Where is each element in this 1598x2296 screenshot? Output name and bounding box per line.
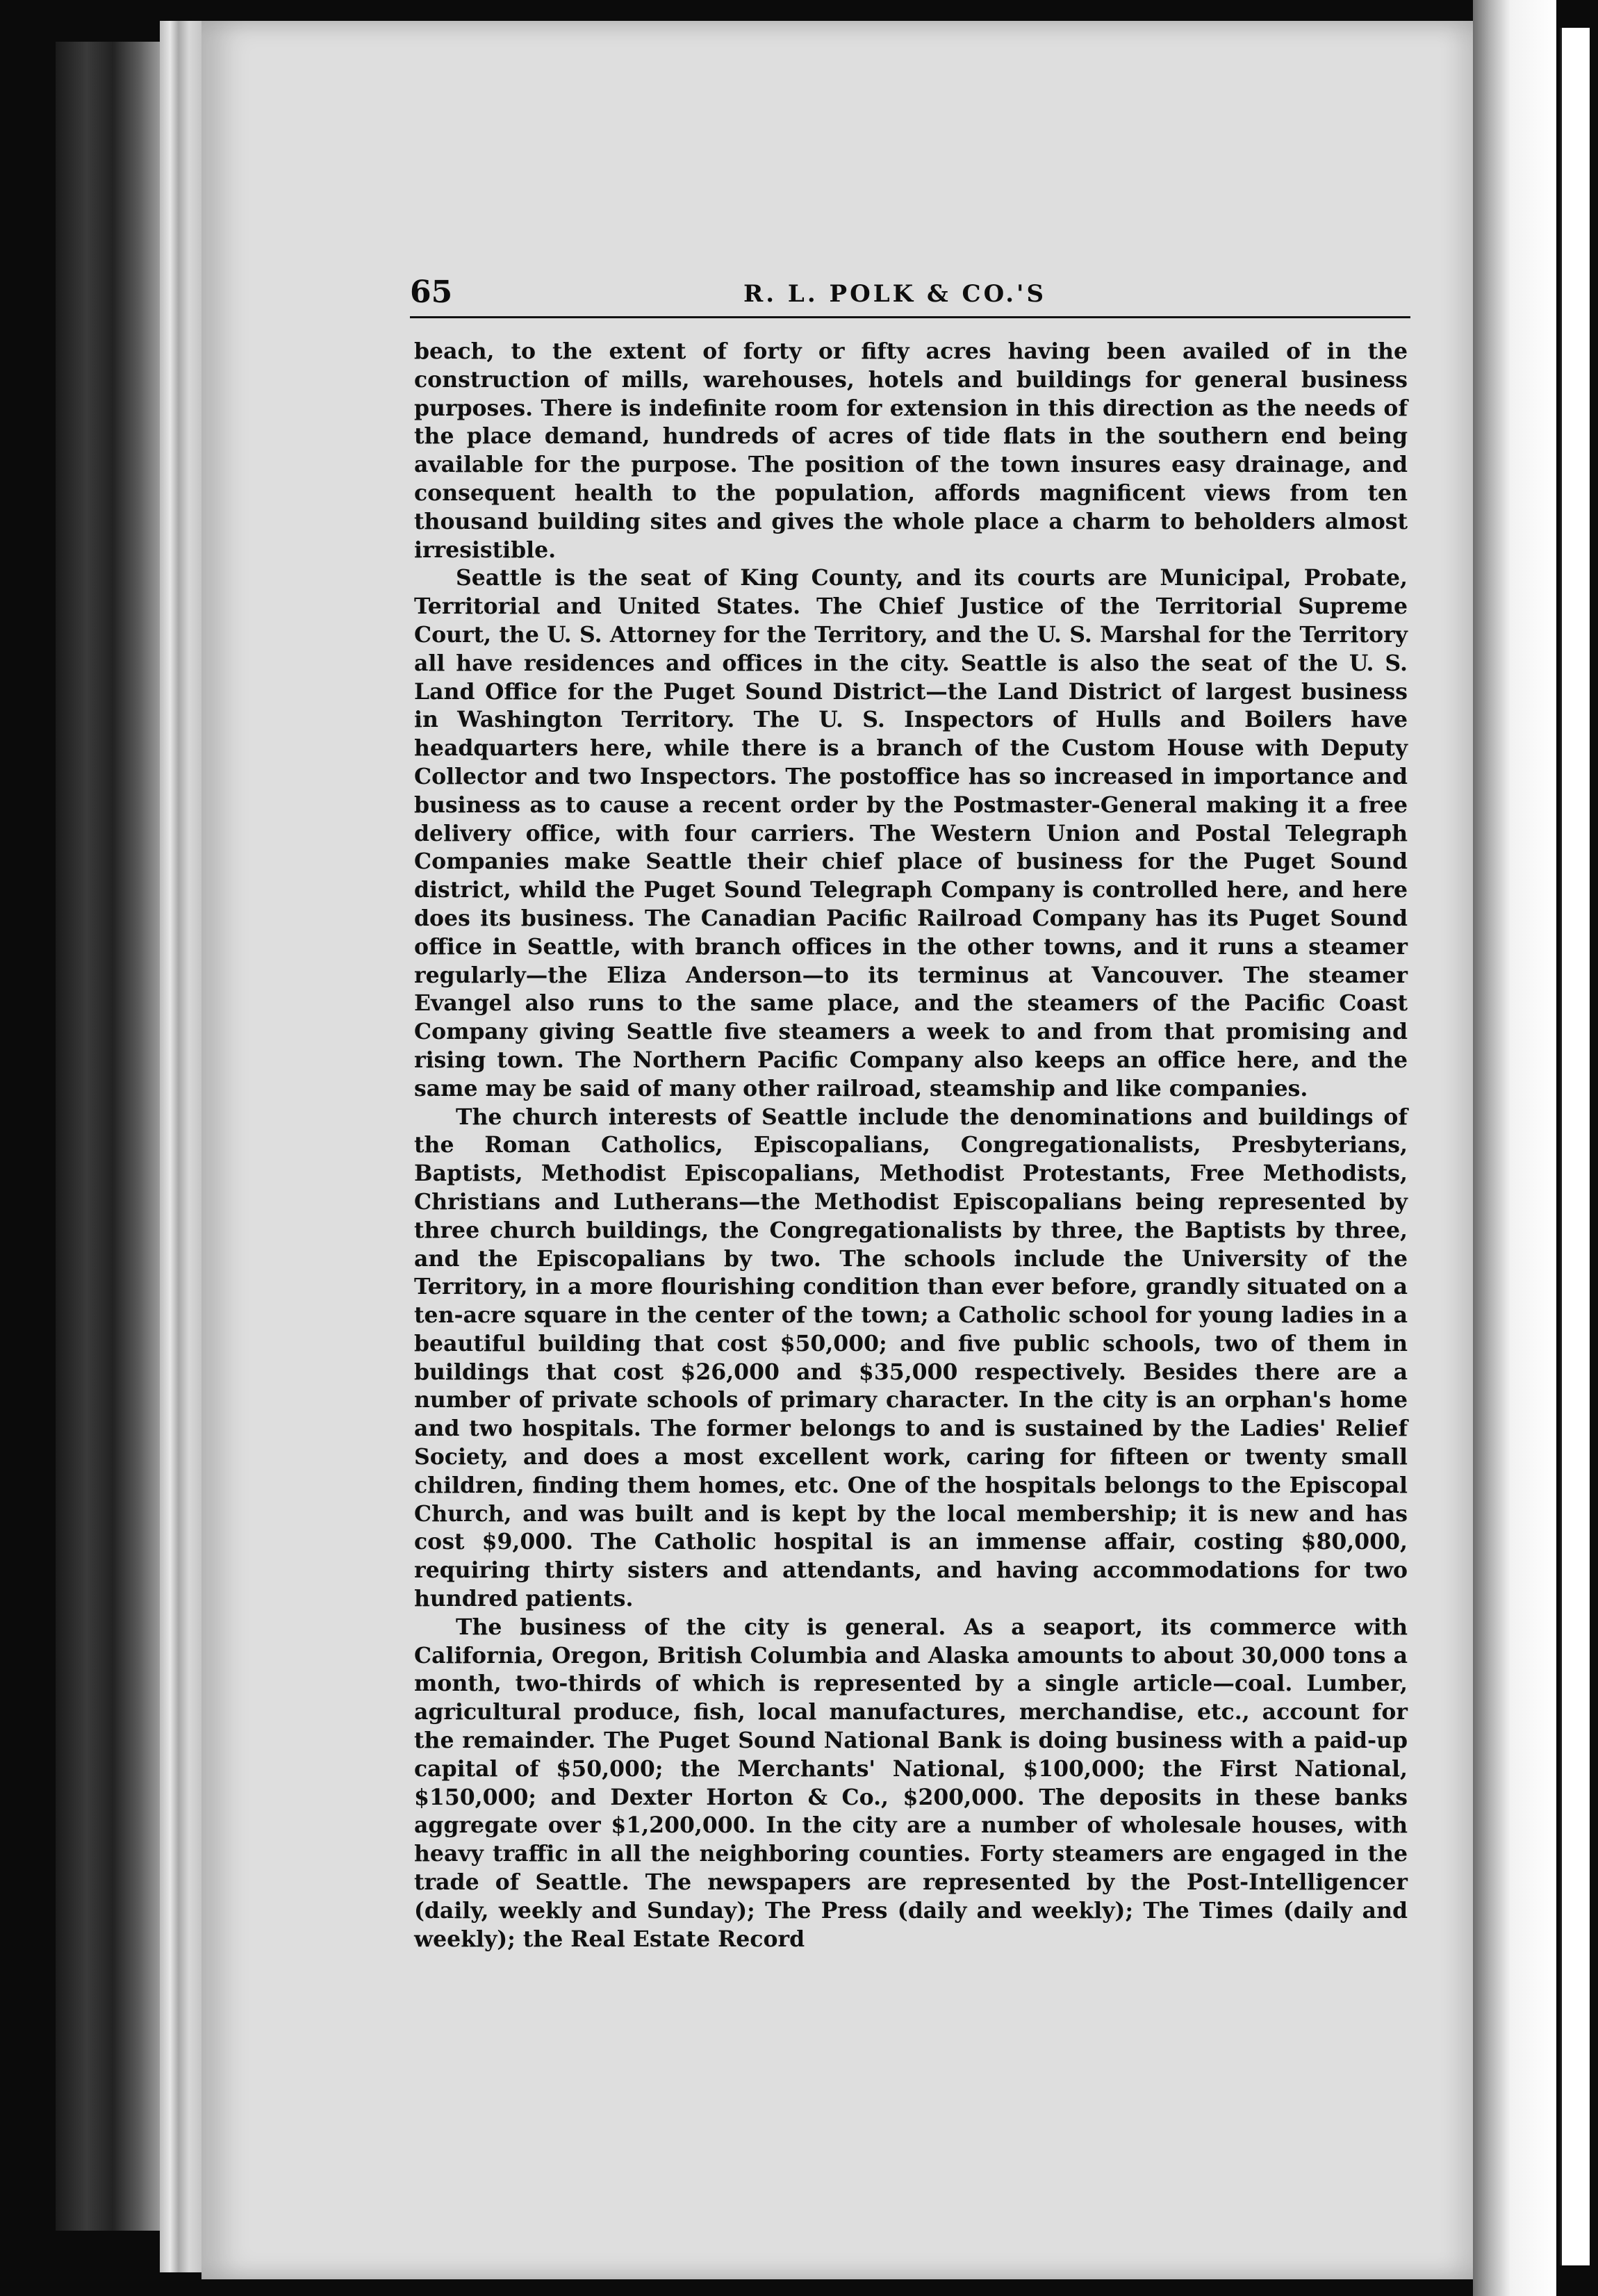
- paragraph: Seattle is the seat of King County, and its courts are Municipal, Probate, Territorial and United States. The Chief Justice of the Territorial Supreme Court, the U. S. Attorney for the Territory, and the U. S. Marshal for the Territory all have residences and offices in the city. Seattle is also the seat of the U. S. Land Office for the Puget Sound District—the Land District of largest business in Washington Territory. The U. S. Inspectors of Hulls and Boilers have headquarters here, while there is a branch of the Custom House with Deputy Collector and two Inspectors. The postoffice has so increased in importance and business as to cause a recent order by the Postmaster-General making it a free delivery office, with four carriers. The Western Union and Postal Telegraph Companies make Seattle their chief place of business for the Puget Sound district, whild the Puget Sound Telegraph Company is controlled here, and here does its business. The Canadian Pacific Railroad Company has its Puget Sound office in Seattle, with branch offices in the other towns, and it runs a steamer regularly—the Eliza Anderson—to its terminus at Vancouver. The steamer Evangel also runs to the same place, and the steamers of the Pacific Coast Company giving Seattle five steamers a week to and from that promising and rising town. The Northern Pacific Company also keeps an office here, and the same may be said of many other railroad, steamship and like companies.: [414, 565, 1408, 1101]
- paragraph: The church interests of Seattle include the denominations and buildings of the Roman Catholics, Episcopalians, Congregationalists, Presbyterians, Baptists, Methodist Episcopalians, Methodist Protestants, Free Methodists, Christians and Lutherans—the Methodist Episcopalians being represented by three church buildings, the Congregationalists by three, the Baptists by three, and the Episcopalians by two. The schools include the University of the Territory, in a more flourishing condition than ever before, grandly situated on a ten-acre square in the center of the town; a Catholic school for young ladies in a beautiful building that cost $50,000; and five public schools, two of them in buildings that cost $26,000 and $35,000 respectively. Besides there are a number of private schools of primary character. In the city is an orphan's home and two hospitals. The former belongs to and is sustained by the Ladies' Relief Society, and does a most excellent work, caring for fifteen or twenty small children, finding them homes, etc. One of the hospitals belongs to the Episcopal Church, and was built and is kept by the local membership; it is new and has cost $9,000. The Catholic hospital is an immense affair, costing $80,000, requiring thirty sisters and attendants, and having accommodations for two hundred patients.: [414, 1104, 1408, 1612]
- facing-page-margin: [1560, 28, 1590, 2265]
- page-number: 65: [410, 274, 453, 310]
- running-head: R. L. POLK & CO.'S: [743, 280, 1047, 308]
- paragraph: The business of the city is general. As a seaport, its commerce with California, Oregon, British Columbia and Alaska amounts to about 30,000 tons a month, two-thirds of which is represented by a single article—coal. Lumber, agricultural produce, fish, local manufactures, merchandise, etc., account for the remainder. The Puget Sound National Bank is doing business with a paid-up capital of $50,000; the Merchants' National, $100,000; the First National, $150,000; and Dexter Horton & Co., $200,000. The deposits in these banks aggregate over $1,200,000. In the city are a number of wholesale houses, with heavy traffic in all the neighboring counties. Forty steamers are engaged in the trade of Seattle. The newspapers are represented by the Post-Intelligencer (daily, weekly and Sunday); The Press (daily and weekly); The Times (daily and weekly); the Real Estate Record: [414, 1614, 1408, 1952]
- paragraph: beach, to the extent of forty or fifty acres having been availed of in the construction of mills, warehouses, hotels and buildings for general business purposes. There is indefinite room for extension in this direction as the needs of the place demand, hundreds of acres of tide flats in the southern end being available for the purpose. The position of the town insures easy drainage, and consequent health to the population, affords magnificent views from ten thousand building sites and gives the whole place a charm to beholders almost irresistible.: [414, 338, 1408, 563]
- book-binding: [56, 42, 160, 2231]
- page-header: [410, 274, 1410, 318]
- page-edge-stack: [160, 21, 201, 2272]
- facing-page-edge: [1473, 0, 1556, 2296]
- page-body: [414, 338, 1408, 1953]
